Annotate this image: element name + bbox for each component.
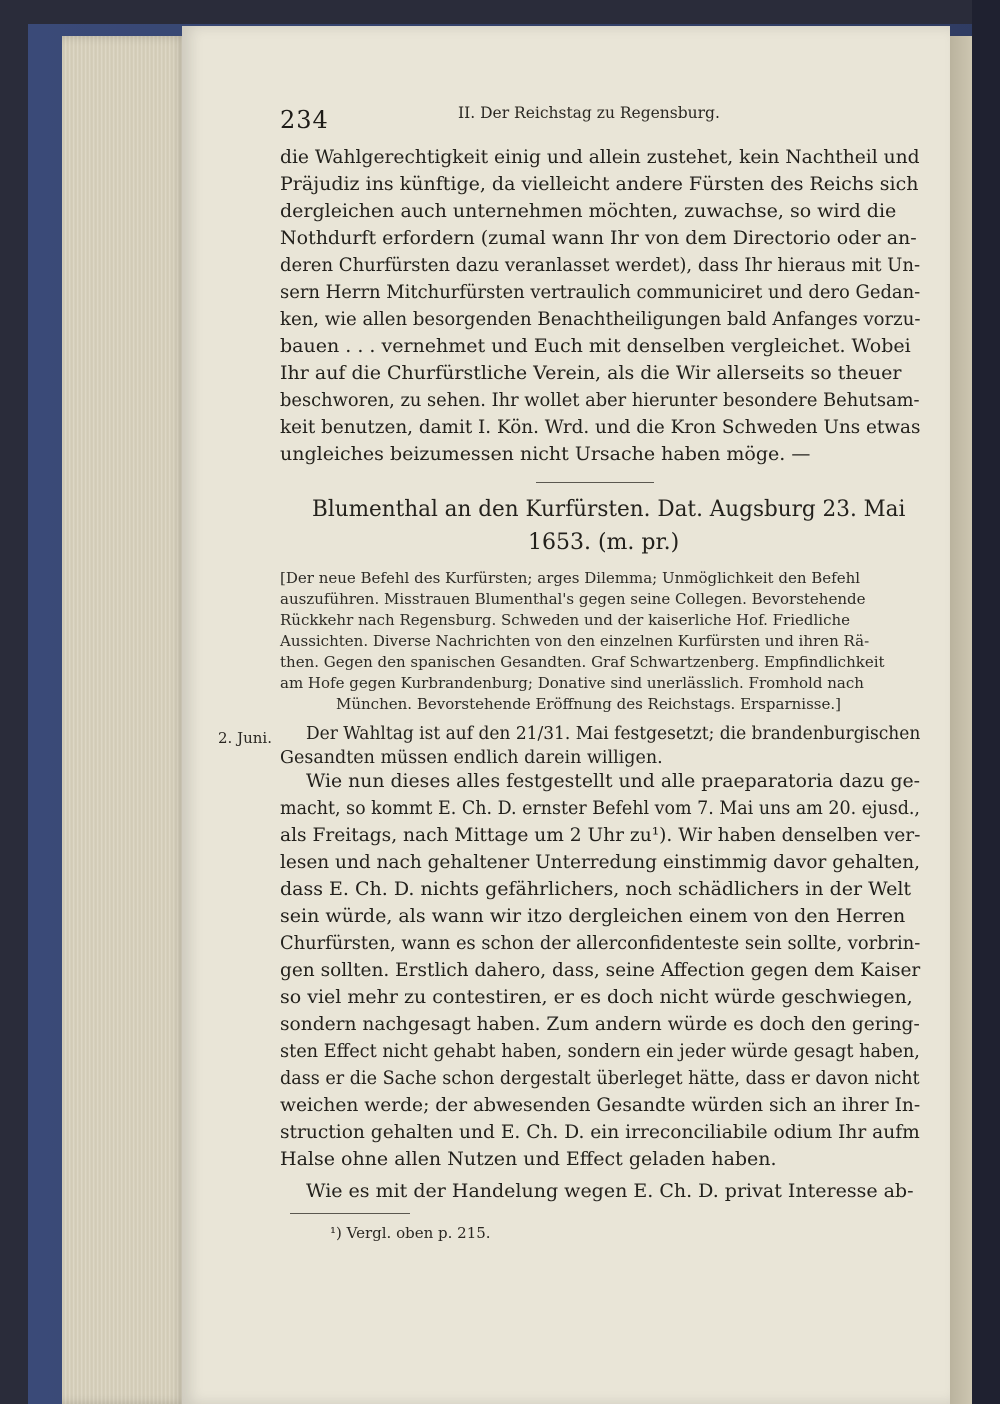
summary-line: [Der neue Befehl des Kurfürsten; arges Dilemma; Unmöglichkeit den Befehl (280, 569, 861, 587)
text-line: keit benutzen, damit I. Kön. Wrd. und die Kron Schweden Uns etwas (280, 416, 921, 438)
page-number: 234 (280, 106, 329, 134)
text-line: dergleichen auch unternehmen möchten, zuwachse, so wird die (280, 200, 897, 222)
text-line: Churfürsten, wann es schon der allerconfidenteste sein sollte, vorbrin- (280, 932, 921, 954)
text-line: Präjudiz ins künftige, da vielleicht andere Fürsten des Reichs sich (280, 173, 919, 195)
text-line: Halse ohne allen Nutzen und Effect geladen haben. (280, 1148, 777, 1170)
text-line: so viel mehr zu contestiren, er es doch nicht würde geschwiegen, (280, 986, 913, 1008)
text-line: gen sollten. Erstlich dahero, dass, seine Affection gegen dem Kaiser (280, 959, 921, 981)
summary-line: auszuführen. Misstrauen Blumenthal's gegen seine Collegen. Bevorstehende (280, 590, 866, 608)
text-line: ungleiches beizumessen nicht Ursache haben möge. — (280, 443, 811, 465)
text-line: sern Herrn Mitchurfürsten vertraulich communiciret und dero Gedan- (280, 281, 921, 303)
text-line: sein würde, als wann wir itzo dergleichen einem von den Herren (280, 905, 906, 927)
margin-date: 2. Juni. (218, 729, 272, 747)
text-line: ken, wie allen besorgenden Benachtheiligungen bald Anfanges vorzu- (280, 308, 921, 330)
summary-line: Aussichten. Diverse Nachrichten von den einzelnen Kurfürsten und ihren Rä- (280, 632, 870, 650)
text-line: Gesandten müssen endlich darein willigen. (280, 748, 663, 768)
summary-line: am Hofe gegen Kurbrandenburg; Donative sind unerlässlich. Fromhold nach (280, 674, 864, 692)
summary-line: München. Bevorstehende Eröffnung des Reichstags. Ersparnisse.] (336, 695, 841, 713)
text-line: dass E. Ch. D. nichts gefährlichers, noch schädlichers in der Welt (280, 878, 912, 900)
text-line: sondern nachgesagt haben. Zum andern würde es doch den gering- (280, 1013, 920, 1035)
text-line: beschworen, zu sehen. Ihr wollet aber hierunter besondere Behutsam- (280, 389, 920, 411)
text-line: weichen werde; der abwesenden Gesandte würden sich an ihrer In- (280, 1094, 921, 1116)
next-page-edge (948, 36, 972, 1404)
section-title: Blumenthal an den Kurfürsten. Dat. Augsburg 23. Mai (312, 497, 906, 522)
summary-line: Rückkehr nach Regensburg. Schweden und der kaiserliche Hof. Friedliche (280, 611, 851, 629)
text-line: die Wahlgerechtigkeit einig und allein zustehet, kein Nachtheil und (280, 146, 920, 168)
text-line: Ihr auf die Churfürstliche Verein, als die Wir allerseits so theuer (280, 362, 902, 384)
running-title: II. Der Reichstag zu Regensburg. (458, 104, 720, 122)
text-line: als Freitags, nach Mittage um 2 Uhr zu¹). Wir haben denselben ver- (280, 824, 921, 846)
text-line: Wie es mit der Handelung wegen E. Ch. D. privat Interesse ab- (306, 1180, 914, 1202)
background-strip (972, 0, 1000, 1404)
text-line: dass er die Sache schon dergestalt überleget hätte, dass er davon nicht (280, 1067, 920, 1089)
text-line: bauen . . . vernehmet und Euch mit denselben vergleichet. Wobei (280, 335, 911, 357)
text-line: macht, so kommt E. Ch. D. ernster Befehl vom 7. Mai uns am 20. ejusd., (280, 797, 920, 819)
text-line: Wie nun dieses alles festgestellt und alle praeparatoria dazu ge- (306, 770, 920, 792)
section-divider (536, 482, 654, 483)
text-line: sten Effect nicht gehabt haben, sondern ein jeder würde gesagt haben, (280, 1040, 920, 1062)
text-line: Nothdurft erfordern (zumal wann Ihr von dem Directorio oder an- (280, 227, 917, 249)
text-line: Der Wahltag ist auf den 21/31. Mai festgesetzt; die brandenburgischen (306, 724, 921, 744)
text-line: struction gehalten und E. Ch. D. ein irreconciliabile odium Ihr aufm (280, 1121, 920, 1143)
summary-line: then. Gegen den spanischen Gesandten. Graf Schwartzenberg. Empfindlichkeit (280, 653, 885, 671)
text-line: deren Churfürsten dazu veranlasset werdet), dass Ihr hieraus mit Un- (280, 254, 921, 276)
text-line: lesen und nach gehaltener Unterredung einstimmig davor gehalten, (280, 851, 920, 873)
footnote-divider (290, 1213, 410, 1214)
section-title-date: 1653. (m. pr.) (528, 530, 680, 555)
running-head (280, 98, 740, 138)
footnote: ¹) Vergl. oben p. 215. (330, 1224, 491, 1242)
page-edges (62, 36, 187, 1404)
